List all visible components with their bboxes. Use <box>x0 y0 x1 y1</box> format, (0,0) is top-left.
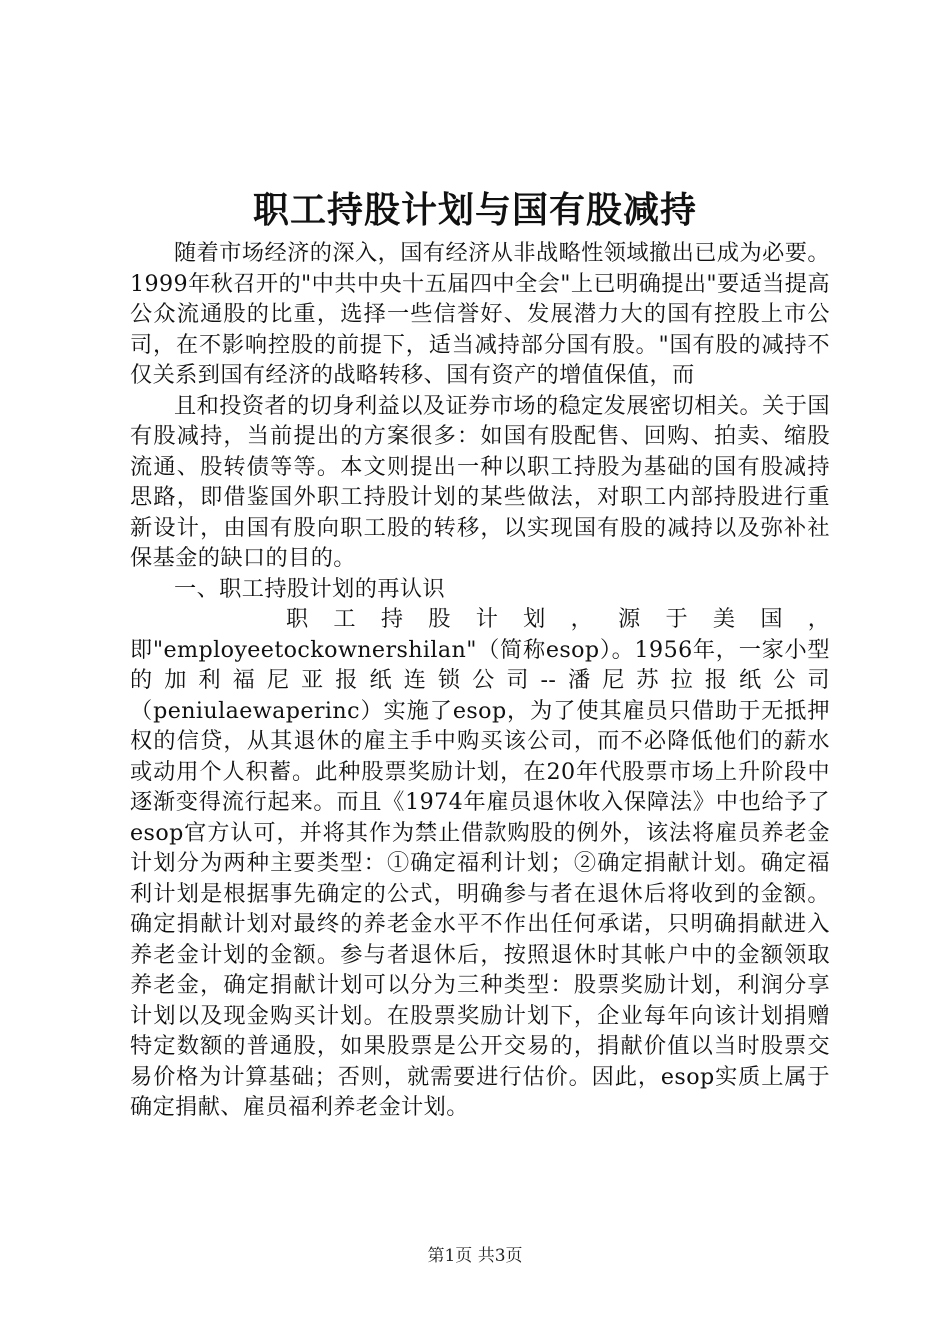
paragraph-esop: 即"employeetockownershilan"（简称esop）。1956年，一家小型的加利福尼亚报纸连锁公司--潘尼苏拉报纸公司（peniulaewaperinc）实施了esop，为了使其雇员只借助于无抵押权的信贷，从其退休的雇主手中购买该公司，而不必降低他们的薪水或动用个人积蓄。此种股票奖励计划，在20年代股票市场上升阶段中逐渐变得流行起来。而且《1974年雇员退休收入保障法》中也给予了esop官方认可，并将其作为禁止借款购股的例外，该法将雇员养老金计划分为两种主要类型：①确定福利计划；②确定捐献计划。确定福利计划是根据事先确定的公式，明确参与者在退休后将收到的金额。确定捐献计划对最终的养老金水平不作出任何承诺，只明确捐献进入养老金计划的金额。参与者退休后，按照退休时其帐户中的金额领取养老金，确定捐献计划可以分为三种类型：股票奖励计划，利润分享计划以及现金购买计划。在股票奖励计划下，企业每年向该计划捐赠特定数额的普通股，如果股票是公开交易的，捐献价值以当时股票交易价格为计算基础；否则，就需要进行估价。因此，esop实质上属于确定捐献、雇员福利养老金计划。 <box>130 636 830 1120</box>
section-heading: 一、职工持股计划的再认识 <box>174 575 446 602</box>
document-body <box>130 238 830 1123</box>
paragraph-intro: 随着市场经济的深入，国有经济从非战略性领域撤出已成为必要。1999年秋召开的"中共中央十五届四中全会"上已明确提出"要适当提高公众流通股的比重，选择一些信誉好、发展潜力大的国有控股上市公司，在不影响控股的前提下，适当减持部分国有股。"国有股的减持不仅关系到国有经济的战略转移、国有资产的增值保值，而 <box>130 240 830 388</box>
page-footer: 第1页 共3页 <box>427 1246 523 1266</box>
section-lead-line: 职 工 持 股 计 划 ， 源 于 美 国 ， <box>286 606 830 632</box>
paragraph-proposal: 且和投资者的切身利益以及证券市场的稳定发展密切相关。关于国有股减持，当前提出的方案很多：如国有股配售、回购、拍卖、缩股流通、股转债等等。本文则提出一种以职工持股为基础的国有股减持思路，即借鉴国外职工持股计划的某些做法，对职工内部持股进行重新设计，由国有股向职工股的转移，以实现国有股的减持以及弥补社保基金的缺口的目的。 <box>130 392 830 571</box>
document-title: 职工持股计划与国有股减持 <box>252 189 697 231</box>
